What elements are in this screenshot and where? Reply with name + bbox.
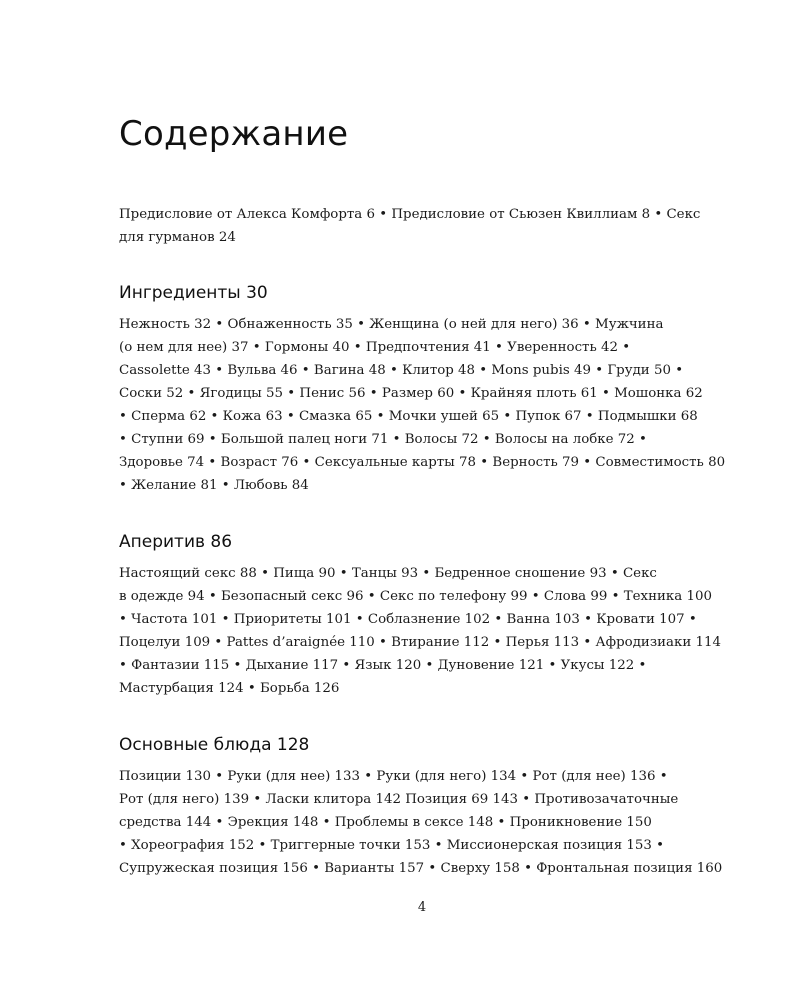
toc-line: • Частота 101 • Приоритеты 101 • Соблазнение 102 • Ванна 103 • Кровати 107 • bbox=[119, 612, 697, 627]
toc-line: Супружеская позиция 156 • Варианты 157 • Сверху 158 • Фронтальная позиция 160 bbox=[119, 861, 723, 876]
toc-line: Нежность 32 • Обнаженность 35 • Женщина (о ней для него) 36 • Мужчина bbox=[119, 317, 664, 332]
toc-line: • Фантазии 115 • Дыхание 117 • Язык 120 • Дуновение 121 • Укусы 122 • bbox=[119, 658, 647, 673]
toc-line: Поцелуи 109 • Pattes d’araignée 110 • Втирание 112 • Перья 113 • Афродизиаки 114 bbox=[119, 635, 721, 650]
toc-line: Рот (для него) 139 • Ласки клитора 142 Позиция 69 143 • Противозачаточные bbox=[119, 792, 679, 807]
toc-line: Cassolette 43 • Вульва 46 • Вагина 48 • Клитор 48 • Mons pubis 49 • Груди 50 • bbox=[119, 363, 684, 378]
toc-line: Соски 52 • Ягодицы 55 • Пенис 56 • Размер 60 • Крайняя плоть 61 • Мошонка 62 bbox=[119, 386, 703, 401]
toc-line: • Сперма 62 • Кожа 63 • Смазка 65 • Мочки ушей 65 • Пупок 67 • Подмышки 68 bbox=[119, 409, 698, 424]
toc-line: (о нем для нее) 37 • Гормоны 40 • Предпочтения 41 • Уверенность 42 • bbox=[119, 340, 631, 355]
section-heading-main-courses: Основные блюда 128 bbox=[119, 735, 310, 755]
toc-line: Позиции 130 • Руки (для нее) 133 • Руки (для него) 134 • Рот (для нее) 136 • bbox=[119, 769, 668, 784]
intro-line: Предисловие от Алекса Комфорта 6 • Предисловие от Сьюзен Квиллиам 8 • Секс bbox=[119, 207, 701, 222]
toc-line: в одежде 94 • Безопасный секс 96 • Секс по телефону 99 • Слова 99 • Техника 100 bbox=[119, 589, 712, 604]
toc-line: • Ступни 69 • Большой палец ноги 71 • Волосы 72 • Волосы на лобке 72 • bbox=[119, 432, 647, 447]
section-heading-aperitif: Аперитив 86 bbox=[119, 532, 233, 552]
section-heading-ingredients: Ингредиенты 30 bbox=[119, 283, 268, 303]
toc-line: • Хореография 152 • Триггерные точки 153 • Миссионерская позиция 153 • bbox=[119, 838, 665, 853]
page-number: 4 bbox=[417, 900, 427, 915]
section-entries-ingredients bbox=[119, 313, 729, 497]
toc-line: Мастурбация 124 • Борьба 126 bbox=[119, 681, 340, 696]
toc-line: средства 144 • Эрекция 148 • Проблемы в сексе 148 • Проникновение 150 bbox=[119, 815, 652, 830]
toc-line: Здоровье 74 • Возраст 76 • Сексуальные карты 78 • Верность 79 • Совместимость 80 bbox=[119, 455, 726, 470]
intro-paragraph bbox=[119, 203, 729, 249]
page-title: Содержание bbox=[119, 114, 349, 154]
section-entries-main-courses bbox=[119, 765, 729, 880]
toc-line: • Желание 81 • Любовь 84 bbox=[119, 478, 309, 493]
intro-line: для гурманов 24 bbox=[119, 230, 236, 245]
section-entries-aperitif bbox=[119, 562, 729, 700]
toc-line: Настоящий секс 88 • Пища 90 • Танцы 93 • Бедренное сношение 93 • Секс bbox=[119, 566, 657, 581]
